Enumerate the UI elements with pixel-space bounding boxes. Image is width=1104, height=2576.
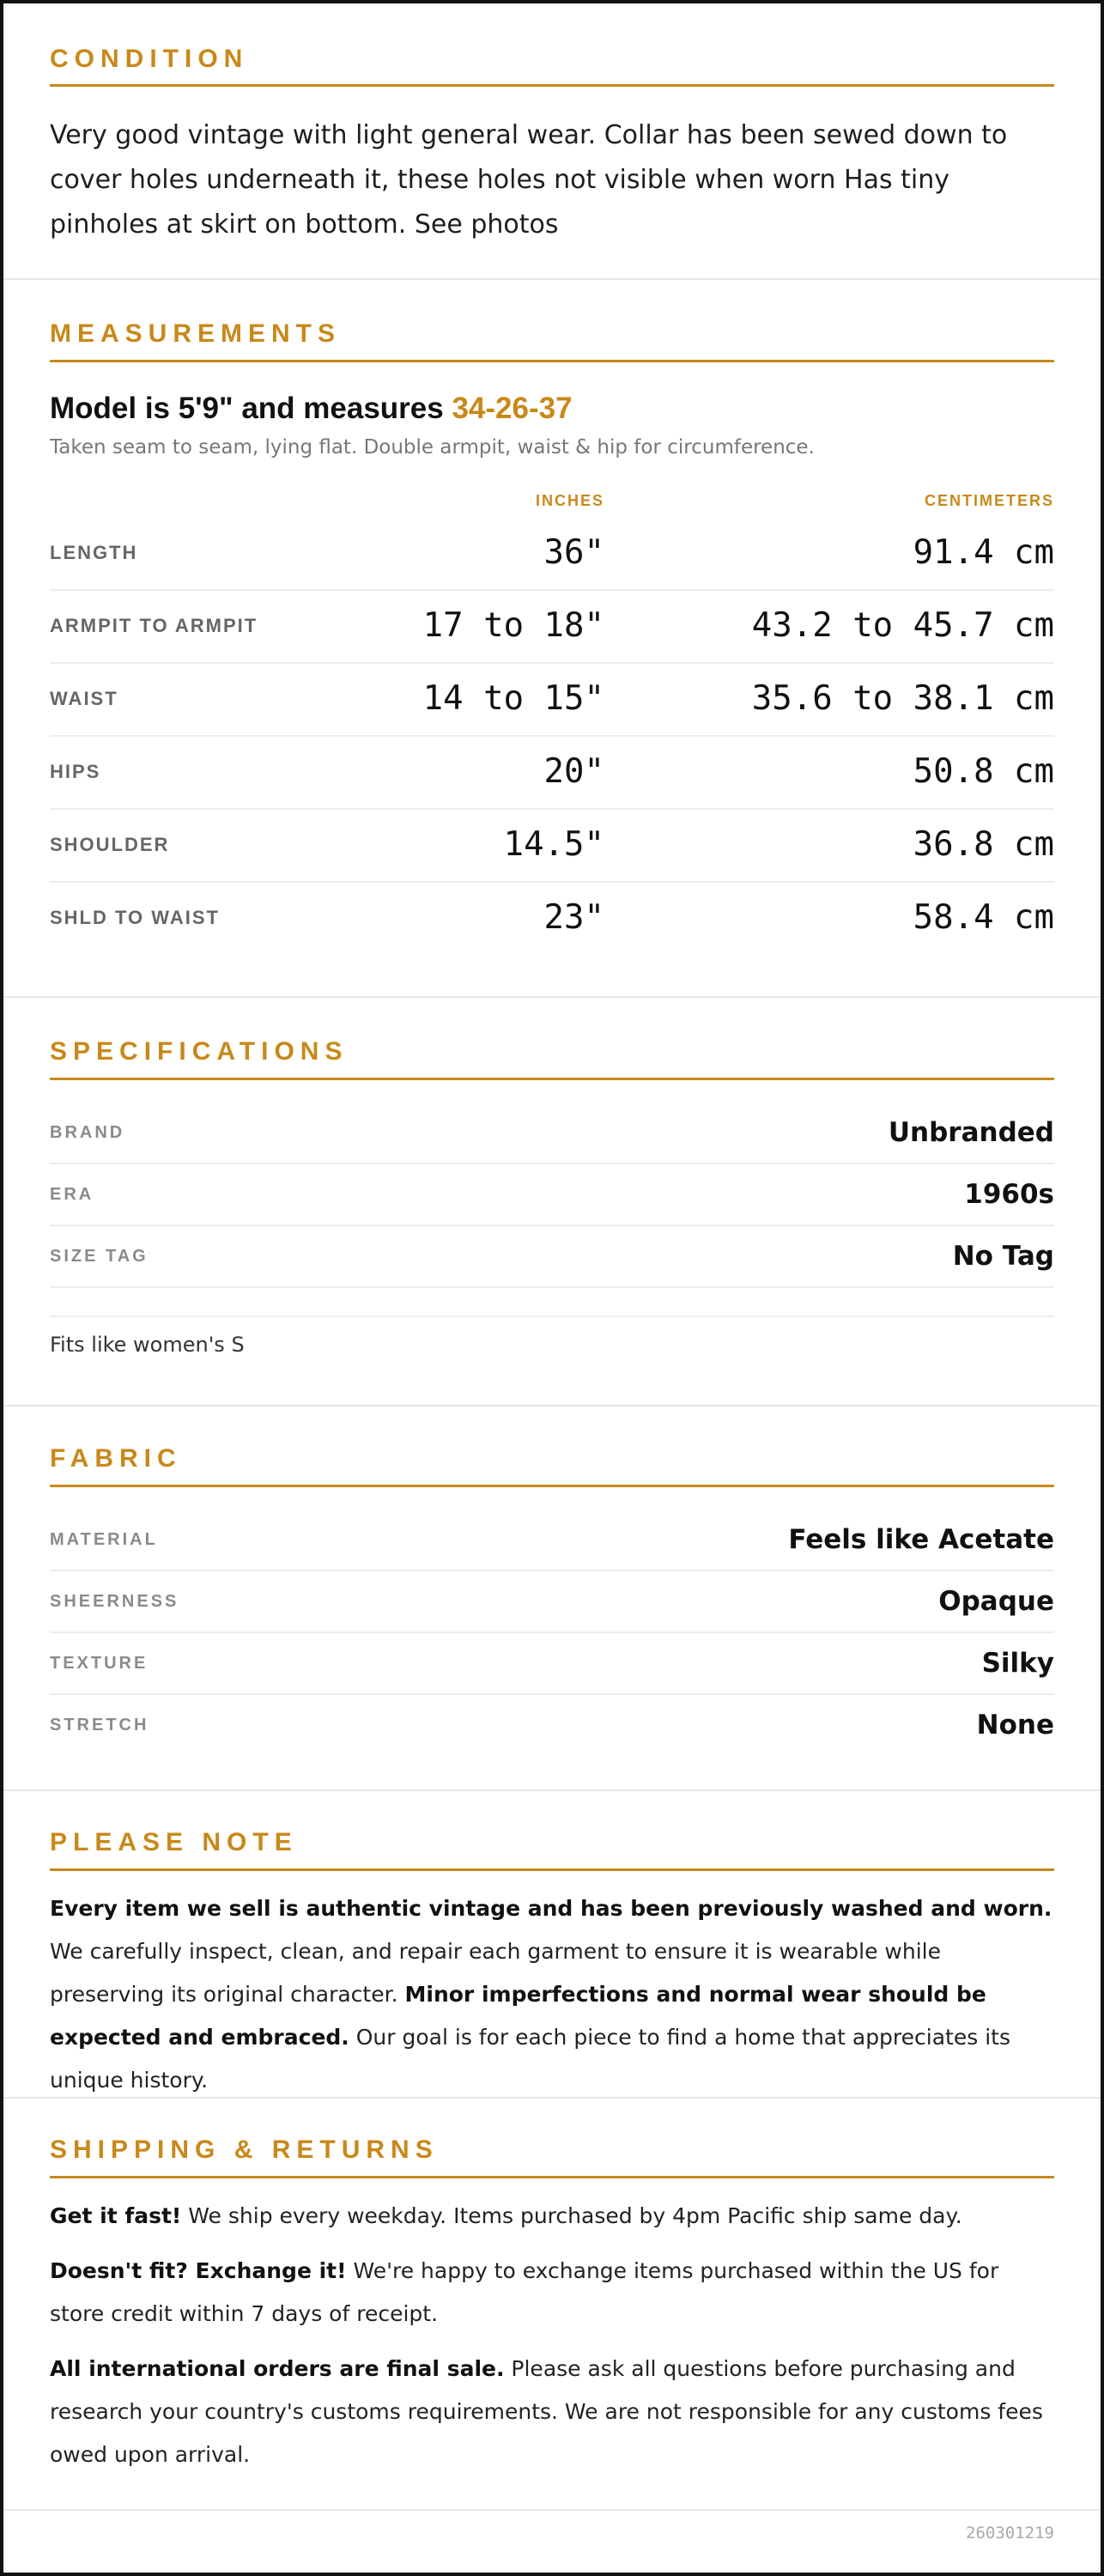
ship-bold-3: All international orders are final sale. (50, 2356, 505, 2381)
measurement-label: WAIST (50, 688, 118, 709)
measurement-row (50, 516, 1054, 591)
measurement-inches: 14 to 15" (422, 679, 604, 718)
fabric-row (50, 1510, 1054, 1571)
measurement-cm: 43.2 to 45.7 cm (751, 606, 1054, 645)
note-text-1: We carefully inspect, clean, and repair each garment to ensure it is wearable while preserving its original character. (50, 1939, 941, 2007)
measurement-inches: 20" (543, 752, 604, 791)
spec-row (50, 1164, 1054, 1226)
measurement-row (50, 881, 1054, 954)
please-note-text (50, 1887, 1054, 2102)
spec-value: 1960s (964, 1179, 1054, 1210)
note-bold-2: Minor imperfections and normal wear should be expected and embraced. (50, 1982, 986, 2050)
fabric-section (3, 1406, 1101, 1791)
fabric-rule (50, 1485, 1054, 1487)
fabric-value: Opaque (938, 1586, 1054, 1617)
shipping-section (3, 2099, 1101, 2511)
measurement-cm: 35.6 to 38.1 cm (751, 679, 1054, 718)
cm-column-header: CENTIMETERS (924, 492, 1054, 509)
measurements-section (3, 280, 1101, 998)
condition-text: Very good vintage with light general wear. Collar has been sewed down to cover holes underneath it, these holes not visible when worn Has tiny pinholes at skirt on bottom. See photos (50, 120, 1008, 240)
spec-row (50, 1103, 1054, 1164)
spec-label: SIZE TAG (50, 1247, 149, 1266)
measurement-row (50, 808, 1054, 883)
fabric-row (50, 1571, 1054, 1633)
spec-label: BRAND (50, 1123, 125, 1142)
measurement-cm: 36.8 cm (913, 825, 1054, 864)
shipping-paragraph-1 (50, 2195, 1054, 2238)
measurement-row (50, 735, 1054, 810)
measurement-inches: 17 to 18" (422, 606, 604, 645)
ship-bold-1: Get it fast! (50, 2203, 182, 2228)
measurement-inches: 14.5" (503, 825, 604, 864)
measurements-title: MEASUREMENTS (50, 319, 342, 348)
measurement-cm: 58.4 cm (913, 898, 1054, 937)
fabric-value: Feels like Acetate (788, 1524, 1054, 1555)
measurement-label: SHOULDER (50, 834, 170, 855)
fabric-row (50, 1695, 1054, 1755)
measurement-row (50, 589, 1054, 664)
model-measures: 34-26-37 (452, 392, 573, 425)
spec-value: Unbranded (888, 1117, 1054, 1148)
condition-title: CONDITION (50, 45, 249, 73)
ship-bold-2: Doesn't fit? Exchange it! (50, 2258, 347, 2283)
inches-column-header: INCHES (535, 492, 604, 509)
fit-note-rule (50, 1315, 1054, 1317)
fabric-value: Silky (981, 1648, 1054, 1679)
ship-text-1: We ship every weekday. Items purchased by 4pm Pacific ship same day. (181, 2203, 962, 2228)
fabric-label: TEXTURE (50, 1654, 149, 1673)
measurement-label: ARMPIT TO ARMPIT (50, 615, 258, 636)
fabric-title: FABRIC (50, 1444, 182, 1473)
specifications-title: SPECIFICATIONS (50, 1037, 349, 1066)
fabric-label: STRETCH (50, 1716, 149, 1735)
measurement-row (50, 662, 1054, 737)
condition-section (3, 3, 1101, 280)
measurement-label: SHLD TO WAIST (50, 907, 220, 928)
model-prefix: Model is 5'9" and measures (50, 392, 452, 425)
specifications-rule (50, 1078, 1054, 1080)
note-bold-1: Every item we sell is authentic vintage and has been previously washed and worn. (50, 1896, 1052, 1921)
measurement-label: LENGTH (50, 542, 138, 563)
spec-label: ERA (50, 1185, 94, 1204)
measurement-cm: 50.8 cm (913, 752, 1054, 791)
shipping-paragraph-2 (50, 2250, 1054, 2336)
shipping-title: SHIPPING & RETURNS (50, 2136, 439, 2164)
item-id: 260301219 (966, 2524, 1054, 2543)
ship-text-2: We're happy to exchange items purchased within the US for store credit within 7 days of receipt. (50, 2258, 999, 2326)
shipping-paragraph-3 (50, 2348, 1054, 2476)
fit-note: Fits like women's S (50, 1333, 245, 1357)
fabric-label: MATERIAL (50, 1530, 158, 1549)
measurements-rule (50, 360, 1054, 362)
measurement-hint: Taken seam to seam, lying flat. Double armpit, waist & hip for circumference. (50, 436, 815, 459)
fabric-label: SHEERNESS (50, 1592, 179, 1611)
specifications-section (3, 998, 1101, 1406)
condition-rule (50, 84, 1054, 87)
measurement-inches: 36" (543, 533, 604, 572)
fabric-value: None (976, 1710, 1054, 1741)
spec-row (50, 1226, 1054, 1288)
note-text-2: Our goal is for each piece to find a home that appreciates its unique history. (50, 2025, 1010, 2093)
shipping-rule (50, 2176, 1054, 2178)
please-note-title: PLEASE NOTE (50, 1828, 298, 1856)
spec-value: No Tag (952, 1241, 1054, 1272)
measurement-inches: 23" (543, 898, 604, 937)
please-note-rule (50, 1868, 1054, 1871)
model-measurements (50, 390, 1054, 428)
ship-text-3: Please ask all questions before purchasing and research your country's customs requirements. We are not responsible for any customs fees owed upon arrival. (50, 2356, 1043, 2467)
please-note-section (3, 1791, 1101, 2099)
fabric-row (50, 1633, 1054, 1695)
shipping-text (50, 2195, 1054, 2488)
measurement-cm: 91.4 cm (913, 533, 1054, 572)
measurement-label: HIPS (50, 761, 101, 782)
